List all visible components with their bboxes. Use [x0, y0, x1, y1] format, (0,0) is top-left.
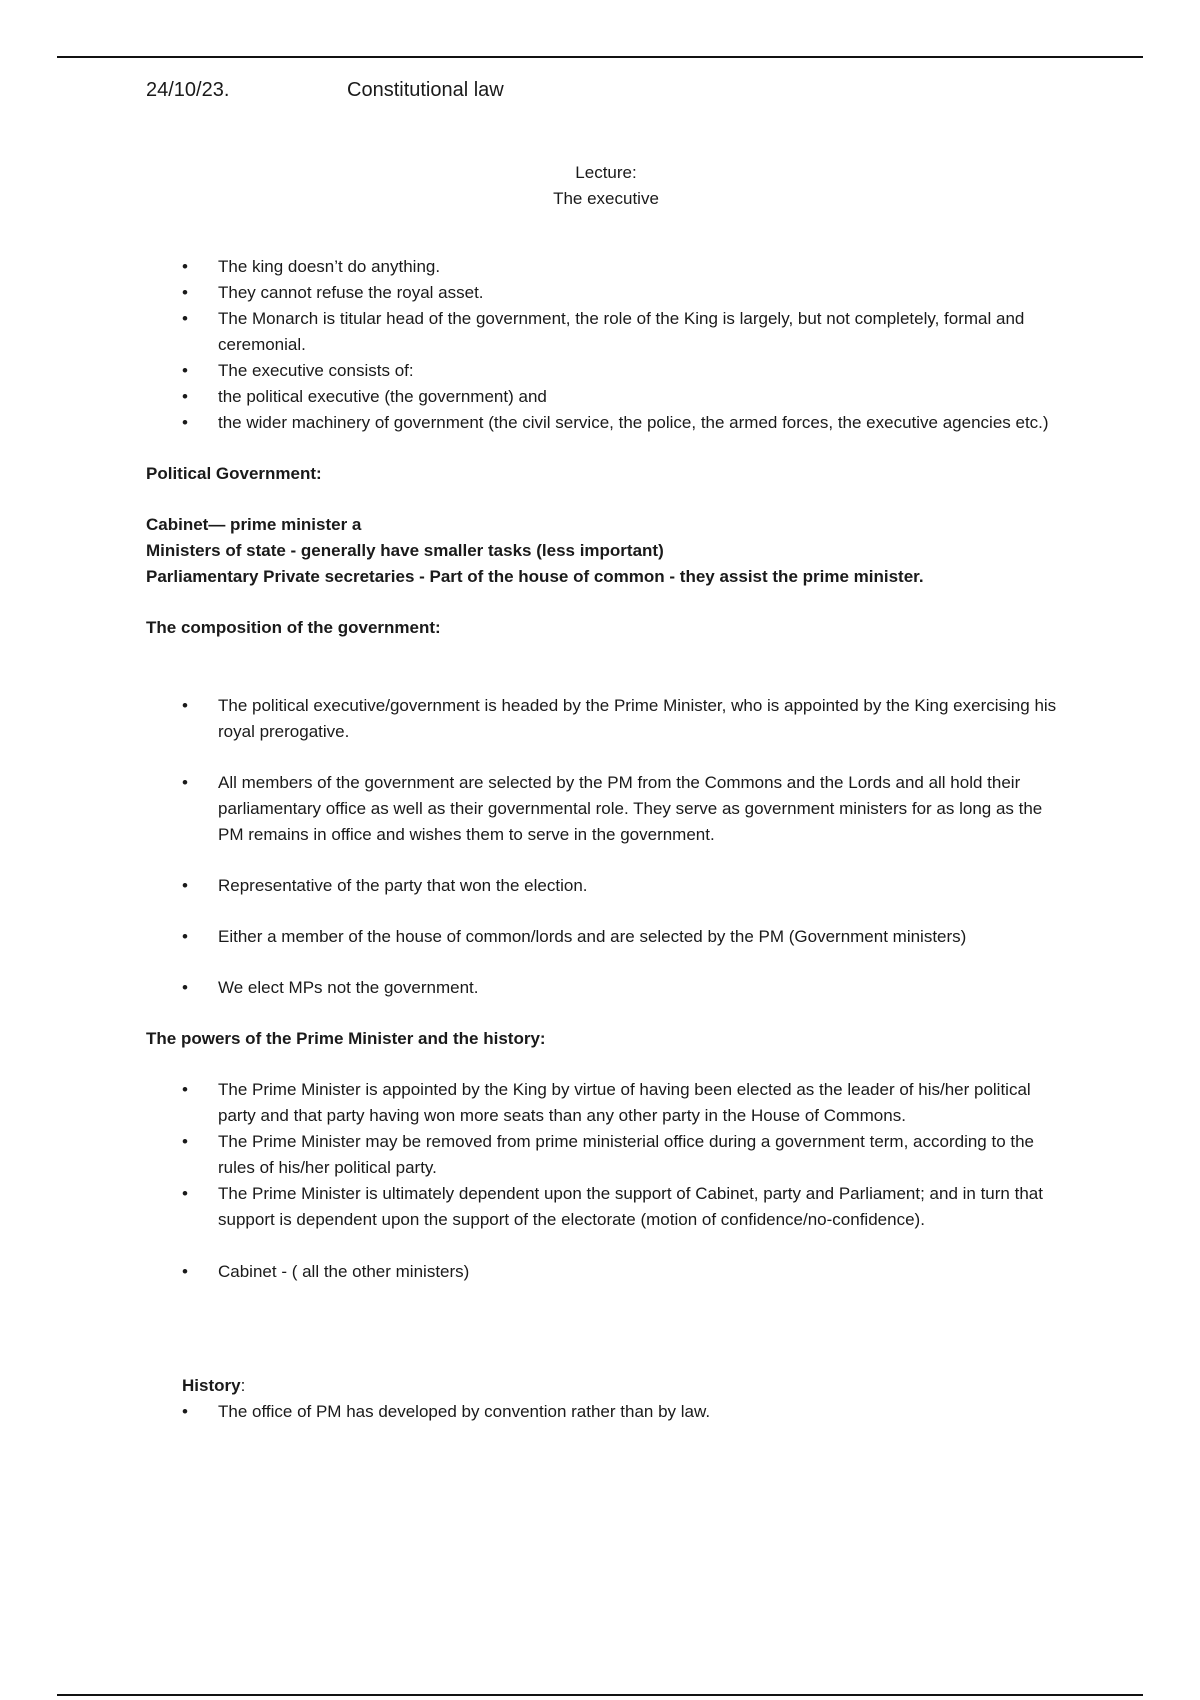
lecture-title	[146, 160, 1066, 212]
history-heading-label: History	[182, 1376, 241, 1395]
list-item: • the wider machinery of government (the civil service, the police, the armed forces, the executive agencies etc.)	[146, 410, 1066, 436]
list-item: • The Monarch is titular head of the government, the role of the King is largely, but not completely, formal and ceremonial.	[146, 306, 1066, 358]
composition-list	[146, 693, 1066, 1001]
lecture-topic: The executive	[553, 189, 659, 208]
bottom-rule	[57, 1694, 1143, 1696]
powers-list	[146, 1077, 1066, 1233]
political-government-roles	[146, 512, 1066, 590]
list-item: • Cabinet - ( all the other ministers)	[146, 1259, 1066, 1285]
composition-heading: The composition of the government:	[146, 618, 441, 637]
list-item: • The king doesn’t do anything.	[146, 254, 1066, 280]
list-item: • Representative of the party that won the election.	[146, 873, 1066, 899]
cabinet-note-list	[146, 1259, 1066, 1285]
list-item: • All members of the government are selected by the PM from the Commons and the Lords and all hold their parliamentary office as well as their governmental role. They serve as government ministers for as long as the PM remains in office and wishes them to serve in the government.	[146, 770, 1066, 848]
list-item: • The Prime Minister is ultimately dependent upon the support of Cabinet, party and Parliament; and in turn that support is dependent upon the support of the electorate (motion of confidence/no-confidence).	[146, 1181, 1066, 1233]
role-line: Ministers of state - generally have smaller tasks (less important)	[146, 541, 664, 560]
list-item: • We elect MPs not the government.	[146, 975, 1066, 1001]
role-line: Parliamentary Private secretaries - Part of the house of common - they assist the prime minister.	[146, 567, 924, 586]
document-header	[146, 72, 1066, 102]
intro-list	[146, 254, 1066, 436]
role-line: Cabinet— prime minister a	[146, 515, 362, 534]
political-government-heading: Political Government:	[146, 464, 322, 483]
list-item: • The executive consists of:	[146, 358, 1066, 384]
list-item: • the political executive (the government) and	[146, 384, 1066, 410]
header-subject: Constitutional law	[347, 79, 504, 101]
header-date: 24/10/23.	[146, 79, 230, 101]
list-item: • The political executive/government is headed by the Prime Minister, who is appointed by the King exercising his royal prerogative.	[146, 693, 1066, 745]
history-list	[146, 1399, 1066, 1425]
top-rule	[57, 56, 1143, 58]
list-item: • They cannot refuse the royal asset.	[146, 280, 1066, 306]
history-heading-colon: :	[240, 1376, 246, 1395]
document-body	[146, 72, 1066, 1425]
history-heading	[146, 1373, 1066, 1399]
powers-heading: The powers of the Prime Minister and the history:	[146, 1029, 546, 1048]
list-item: • The Prime Minister is appointed by the King by virtue of having been elected as the leader of his/her political party and that party having won more seats than any other party in the House of Commons.	[146, 1077, 1066, 1129]
lecture-label: Lecture:	[575, 163, 637, 182]
list-item: • Either a member of the house of common/lords and are selected by the PM (Government ministers)	[146, 924, 1066, 950]
list-item: • The office of PM has developed by convention rather than by law.	[146, 1399, 1066, 1425]
list-item: • The Prime Minister may be removed from prime ministerial office during a government term, according to the rules of his/her political party.	[146, 1129, 1066, 1181]
